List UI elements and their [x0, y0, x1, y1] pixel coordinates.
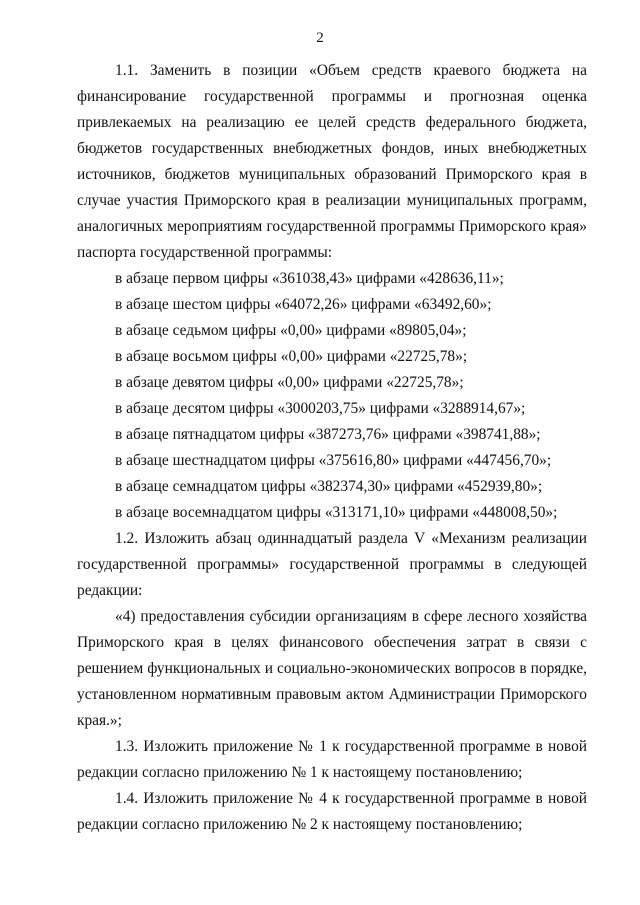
list-item: в абзаце восемнадцатом цифры «313171,10» цифрами «448008,50»; [115, 504, 558, 521]
paragraph-1-3: 1.3. Изложить приложение № 1 к государственной программе в новой редакции согласно приложению № 1 к настоящему постановлению; [77, 738, 587, 781]
document-body [77, 58, 587, 838]
list-item: в абзаце пятнадцатом цифры «387273,76» цифрами «398741,88»; [115, 426, 541, 443]
list-item: в абзаце десятом цифры «3000203,75» цифрами «3288914,67»; [115, 400, 526, 417]
list-item: в абзаце седьмом цифры «0,00» цифрами «89805,04»; [115, 322, 467, 339]
list-item: в абзаце шестом цифры «64072,26» цифрами «63492,60»; [115, 296, 492, 313]
paragraph-1-4: 1.4. Изложить приложение № 4 к государственной программе в новой редакции согласно приложению № 2 к настоящему постановлению; [77, 790, 587, 833]
paragraph-1-2-quote: «4) предоставления субсидии организациям в сфере лесного хозяйства Приморского края в целях финансового обеспечения затрат в связи с решением функциональных и социально-экономических вопросов в порядке, установленном нормативным правовым актом Администрации Приморского края.»; [77, 608, 587, 729]
list-item: в абзаце восьмом цифры «0,00» цифрами «22725,78»; [115, 348, 468, 365]
list-item: в абзаце шестнадцатом цифры «375616,80» цифрами «447456,70»; [115, 452, 552, 469]
paragraph-1-1: 1.1. Заменить в позиции «Объем средств краевого бюджета на финансирование государственной программы и прогнозная оценка привлекаемых на реализацию ее целей средств федерального бюджета, бюджетов государственных внебюджетных фондов, иных внебюджетных источников, бюджетов муниципальных образований Приморского края в случае участия Приморского края в реализации муниципальных программ, аналогичных мероприятиям государственной программы Приморского края» паспорта государственной программы: [77, 62, 587, 261]
list-item: в абзаце первом цифры «361038,43» цифрами «428636,11»; [115, 270, 504, 287]
page-number: 2 [316, 30, 324, 46]
list-item: в абзаце девятом цифры «0,00» цифрами «22725,78»; [115, 374, 464, 391]
paragraph-1-2: 1.2. Изложить абзац одиннадцатый раздела V «Механизм реализации государственной программы» государственной программы в следующей редакции: [77, 530, 587, 599]
list-item: в абзаце семнадцатом цифры «382374,30» цифрами «452939,80»; [115, 478, 543, 495]
